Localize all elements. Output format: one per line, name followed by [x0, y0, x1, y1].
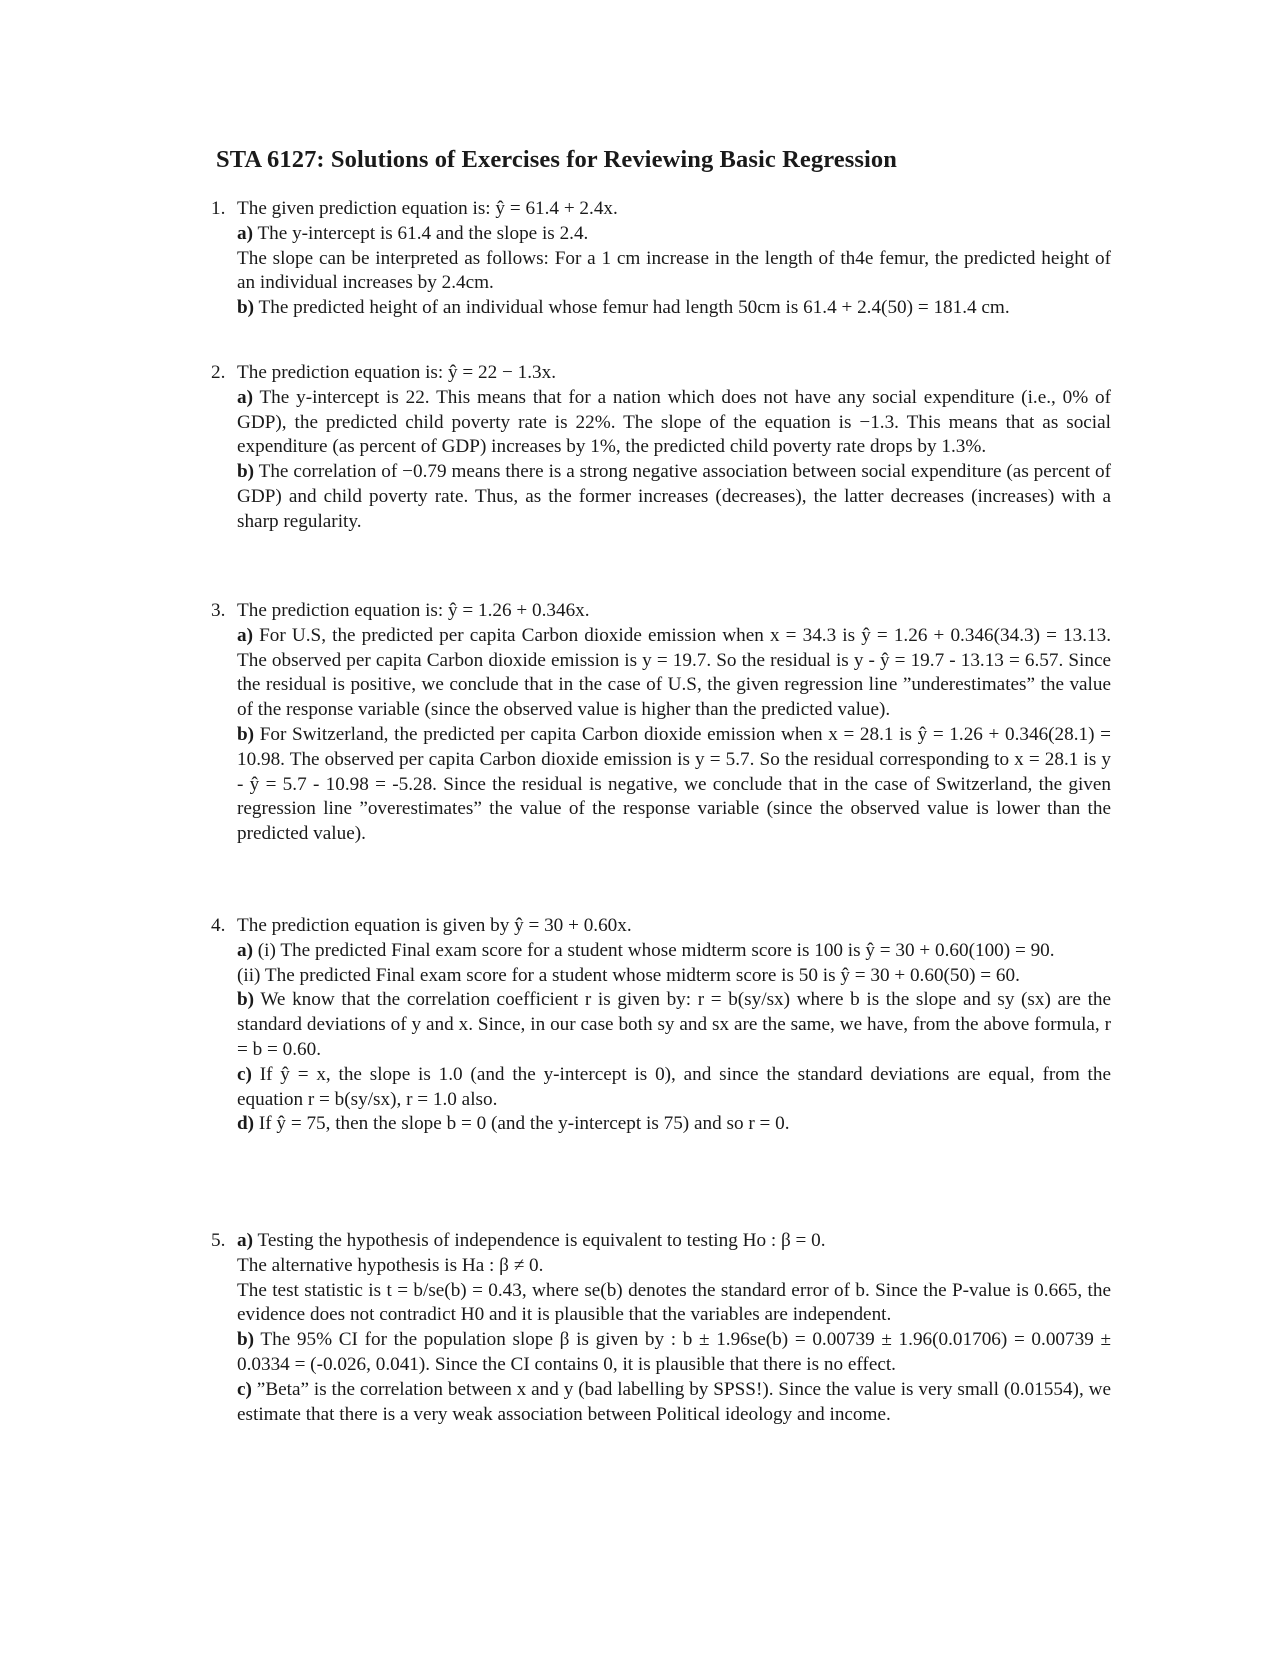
part-text: For U.S, the predicted per capita Carbon dioxide emission when x = 34.3 is ŷ = 1.26 + 0.346(34.3) = 13.13. The observed per capita Carbon dioxide emission is y = 19.7. So the residual is y - ŷ = 19.7 - 13.13 = 6.57. Since the residual is positive, we conclude that in the case of U.S, the given regression line ”underestimates” the value of the response variable (since the observed value is higher than the predicted value). — [237, 624, 1112, 721]
part-text: (ii) The predicted Final exam score for a student whose midterm score is 50 is ŷ = 30 + 0.60(50) = 60. — [237, 964, 1020, 986]
exercise-part — [237, 964, 1111, 989]
part-label: c) — [237, 1378, 252, 1400]
exercise-part — [237, 1378, 1111, 1428]
exercise-4 — [211, 914, 1111, 1137]
part-label: a) — [237, 222, 253, 244]
part-label: b) — [237, 461, 255, 483]
part-text: The alternative hypothesis is Ha : β ≠ 0. — [237, 1254, 544, 1276]
exercise-body — [237, 1229, 1111, 1427]
exercise-part — [237, 939, 1111, 964]
exercise-body — [237, 197, 1111, 321]
part-text: We know that the correlation coefficient r is given by: r = b(sy/sx) where b is the slope and sy (sx) are the standard deviations of y and x. Since, in our case both sy and sx are the same, we have, from the above formula, r = b = 0.60. — [237, 989, 1112, 1060]
part-label: c) — [237, 1063, 252, 1085]
exercise-body — [237, 361, 1111, 535]
exercise-part — [237, 1254, 1111, 1279]
exercise-intro: The prediction equation is: ŷ = 1.26 + 0.346x. — [237, 600, 590, 621]
exercise-part — [237, 222, 1111, 247]
exercise-5 — [211, 1229, 1111, 1427]
part-text: The slope can be interpreted as follows: For a 1 cm increase in the length of th4e femur, the predicted height of an individual increases by 2.4cm. — [237, 247, 1111, 294]
exercise-part — [237, 723, 1111, 847]
part-text: Testing the hypothesis of independence is equivalent to testing Ho : β = 0. — [257, 1230, 826, 1251]
page-title: STA 6127: Solutions of Exercises for Reviewing Basic Regression — [216, 146, 897, 173]
exercise-part — [237, 1112, 1111, 1137]
part-label: b) — [237, 989, 255, 1011]
part-text: The correlation of −0.79 means there is a strong negative association between social expenditure (as percent of GDP) and child poverty rate. Thus, as the former increases (decreases), the latter decreases (increases) with a sharp regularity. — [237, 461, 1112, 532]
exercise-part — [237, 1328, 1111, 1378]
part-text: For Switzerland, the predicted per capita Carbon dioxide emission when x = 28.1 is ŷ = 1.26 + 0.346(28.1) = 10.98. The observed per capita Carbon dioxide emission is y = 5.7. So the residual corresponding to x = 28.1 is y - ŷ = 5.7 - 10.98 = -5.28. Since the residual is negative, we conclude that in the case of Switzerland, the given regression line ”overestimates” the value of the response variable (since the observed value is lower than the predicted value). — [237, 723, 1111, 845]
exercise-part — [237, 624, 1111, 723]
exercise-intro: The prediction equation is given by ŷ = 30 + 0.60x. — [237, 915, 632, 936]
part-text: The test statistic is t = b/se(b) = 0.43, where se(b) denotes the standard error of b. Since the P-value is 0.665, the evidence does not contradict H0 and it is plausible that the variables are independent. — [237, 1279, 1111, 1326]
part-text: If ŷ = 75, then the slope b = 0 (and the y-intercept is 75) and so r = 0. — [258, 1113, 790, 1135]
part-label: b) — [237, 297, 255, 319]
exercise-number: 5. — [211, 1230, 226, 1251]
exercise-part — [237, 247, 1111, 297]
part-text: If ŷ = x, the slope is 1.0 (and the y-intercept is 0), and since the standard deviations are equal, from the equation r = b(sy/sx), r = 1.0 also. — [237, 1063, 1111, 1110]
exercise-number: 2. — [211, 362, 226, 383]
exercise-1 — [211, 197, 1111, 321]
exercise-number: 4. — [211, 915, 226, 936]
exercise-body — [237, 599, 1111, 847]
exercise-number: 3. — [211, 600, 226, 621]
part-label: a) — [237, 939, 253, 961]
part-label: a) — [237, 1230, 253, 1251]
exercise-number: 1. — [211, 198, 226, 219]
exercise-part — [237, 1063, 1111, 1113]
part-text: ”Beta” is the correlation between x and y (bad labelling by SPSS!). Since the value is very small (0.01554), we estimate that there is a very weak association between Political ideology and income. — [237, 1378, 1112, 1425]
part-text: The y-intercept is 61.4 and the slope is 2.4. — [257, 222, 589, 244]
part-label: b) — [237, 723, 255, 745]
part-label: b) — [237, 1329, 255, 1351]
part-text: (i) The predicted Final exam score for a student whose midterm score is 100 is ŷ = 30 + 0.60(100) = 90. — [257, 939, 1055, 961]
exercise-intro: The given prediction equation is: ŷ = 61.4 + 2.4x. — [237, 198, 618, 219]
part-label: d) — [237, 1113, 255, 1135]
exercise-part — [237, 296, 1111, 321]
part-text: The 95% CI for the population slope β is given by : b ± 1.96se(b) = 0.00739 ± 1.96(0.01706) = 0.00739 ± 0.0334 = (-0.026, 0.041). Since the CI contains 0, it is plausible that there is no effect. — [237, 1329, 1111, 1375]
exercise-2 — [211, 361, 1111, 535]
part-label: a) — [237, 386, 253, 408]
part-label: a) — [237, 624, 253, 646]
exercise-part — [237, 988, 1111, 1062]
exercise-intro: The prediction equation is: ŷ = 22 − 1.3x. — [237, 362, 556, 383]
exercise-part — [237, 460, 1111, 534]
part-text: The y-intercept is 22. This means that for a nation which does not have any social expenditure (i.e., 0% of GDP), the predicted child poverty rate is 22%. The slope of the equation is −1.3. This means that as social expenditure (as percent of GDP) increases by 1%, the predicted child poverty rate drops by 1.3%. — [237, 386, 1111, 458]
exercise-body — [237, 914, 1111, 1137]
exercise-3 — [211, 599, 1111, 847]
exercise-part — [237, 386, 1111, 460]
exercise-part — [237, 1279, 1111, 1329]
exercise-part — [237, 1229, 1111, 1254]
part-text: The predicted height of an individual whose femur had length 50cm is 61.4 + 2.4(50) = 181.4 cm. — [258, 297, 1010, 319]
